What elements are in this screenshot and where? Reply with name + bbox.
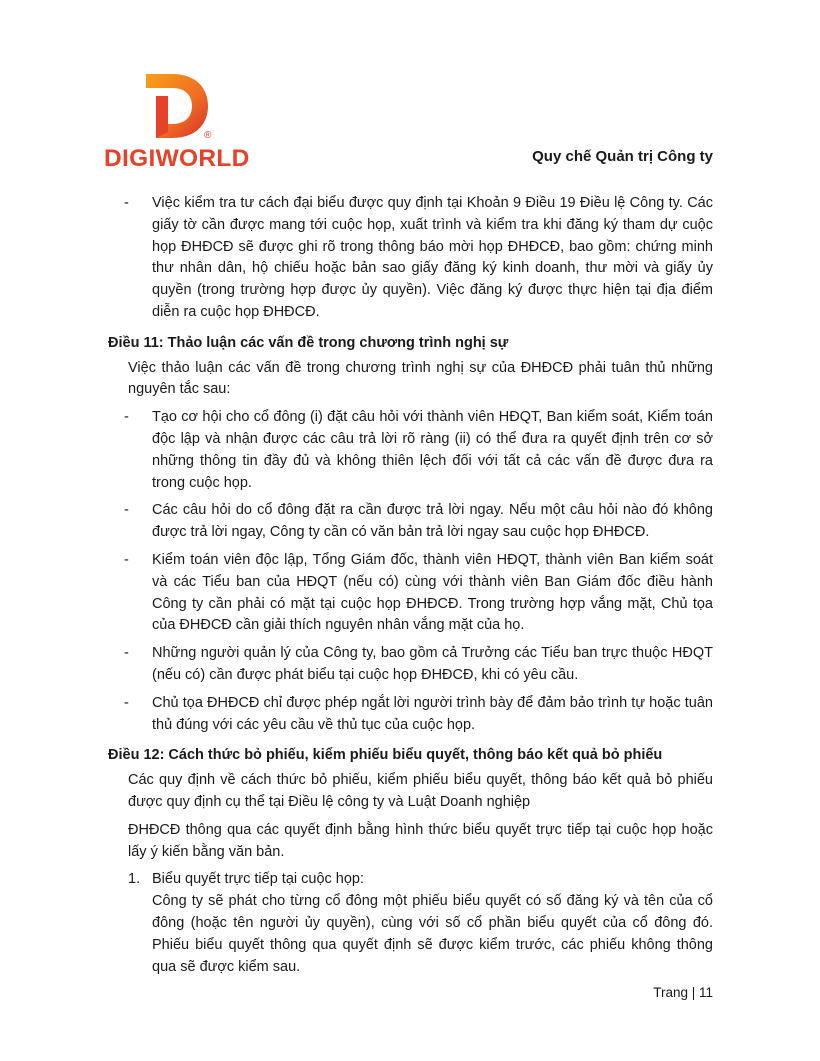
list-item xyxy=(108,550,713,637)
list-item xyxy=(108,407,713,494)
number-marker: 1. xyxy=(128,871,141,888)
page-number: Trang | 11 xyxy=(653,985,713,1000)
dash-marker: - xyxy=(124,694,129,711)
numbered-item-title: Biểu quyết trực tiếp tại cuộc họp: xyxy=(152,871,365,888)
dash-marker: - xyxy=(124,502,129,519)
article-12-paragraph-2: ĐHĐCĐ thông qua các quyết định bằng hình thức biểu quyết trực tiếp tại cuộc họp hoặc lấy ý kiến bằng văn bản. xyxy=(128,821,713,860)
digiworld-d-mark-icon xyxy=(142,70,212,142)
article-11-heading: Điều 11: Thảo luận các vấn đề trong chương trình nghị sự xyxy=(108,334,509,351)
article-11-intro: Việc thảo luận các vấn đề trong chương trình nghị sự của ĐHĐCĐ phải tuân thủ những nguyên tắc sau: xyxy=(128,359,713,398)
dash-marker: - xyxy=(124,645,129,662)
list-item xyxy=(108,643,713,687)
article-12-paragraph-1: Các quy định về cách thức bỏ phiếu, kiểm phiếu biểu quyết, thông báo kết quả bỏ phiếu được quy định cụ thể tại Điều lệ công ty và Luật Doanh nghiệp xyxy=(128,772,713,810)
list-item-text: Chủ tọa ĐHĐCĐ chỉ được phép ngắt lời người trình bày để đảm bảo trình tự hoặc tuân thủ đúng với các yêu cầu về thủ tục của cuộc họp. xyxy=(152,694,713,733)
list-item xyxy=(108,693,713,737)
dash-marker: - xyxy=(124,195,129,211)
list-item-text: Kiểm toán viên độc lập, Tổng Giám đốc, thành viên HĐQT, thành viên Ban kiểm soát và các Tiểu ban của HĐQT (nếu có) cùng với thành viên Ban Giám đốc điều hành Công ty cần phải có mặt tại cuộc họp ĐHĐCĐ. Trong trường hợp vắng mặt, Chủ tọa của ĐHĐCĐ cần giải thích nguyên nhân vắng mặt của họ. xyxy=(152,551,713,634)
document-body xyxy=(108,193,713,978)
list-item-text: Việc kiểm tra tư cách đại biểu được quy định tại Khoản 9 Điều 19 Điều lệ Công ty. Các giấy tờ cần được mang tới cuộc họp, xuất trình và kiểm tra khi đăng ký tham dự cuộc họp ĐHĐCĐ sẽ được ghi rõ trong thông báo mời họp ĐHĐCĐ, bao gồm: chứng minh thư nhân dân, hộ chiếu hoặc bản sao giấy đăng ký kinh doanh, thư mời và giấy ủy quyền (trong trường hợp được ủy quyền). Việc đăng ký được thực hiện tại địa điểm diễn ra cuộc họp ĐHĐCĐ. xyxy=(152,195,713,320)
list-item-text: Tạo cơ hội cho cổ đông (i) đặt câu hỏi với thành viên HĐQT, Ban kiểm soát, Kiểm toán độc lập và nhận được các câu trả lời rõ ràng (ii) có thể đưa ra quyết định trên cơ sở những thông tin đầy đủ và không thiên lệch đối với tất cả các vấn đề được đưa ra trong cuộc họp. xyxy=(152,409,713,491)
numbered-item xyxy=(108,869,713,891)
brand-wordmark: DIGIWORLD xyxy=(104,145,250,172)
page-header-title: Quy chế Quản trị Công ty xyxy=(532,148,713,165)
dash-marker: - xyxy=(124,551,129,568)
company-logo xyxy=(104,70,249,172)
list-item xyxy=(108,500,713,544)
list-item-text: Những người quản lý của Công ty, bao gồm cả Trưởng các Tiểu ban trực thuộc HĐQT (nếu có) cần được phát biểu tại cuộc họp ĐHĐCĐ, khi có yêu cầu. xyxy=(152,645,713,683)
registered-mark: ® xyxy=(204,130,212,141)
list-item-text: Các câu hỏi do cổ đông đặt ra cần được trả lời ngay. Nếu một câu hỏi nào đó không được trả lời ngay, Công ty cần có văn bản trả lời ngay sau cuộc họp ĐHĐCĐ. xyxy=(152,502,713,541)
dash-marker: - xyxy=(124,409,129,426)
article-12-heading: Điều 12: Cách thức bỏ phiếu, kiểm phiếu biểu quyết, thông báo kết quả bỏ phiếu xyxy=(108,747,663,764)
numbered-item-body: Công ty sẽ phát cho từng cổ đông một phiếu biểu quyết có số đăng ký và tên của cổ đông (hoặc tên người ủy quyền), cùng với số cổ phần biểu quyết của cổ đông đó. Phiếu biểu quyết thông qua quyết định sẽ được kiểm trước, các phiếu không thông qua sẽ được kiểm sau. xyxy=(152,893,713,975)
list-item xyxy=(108,193,713,324)
